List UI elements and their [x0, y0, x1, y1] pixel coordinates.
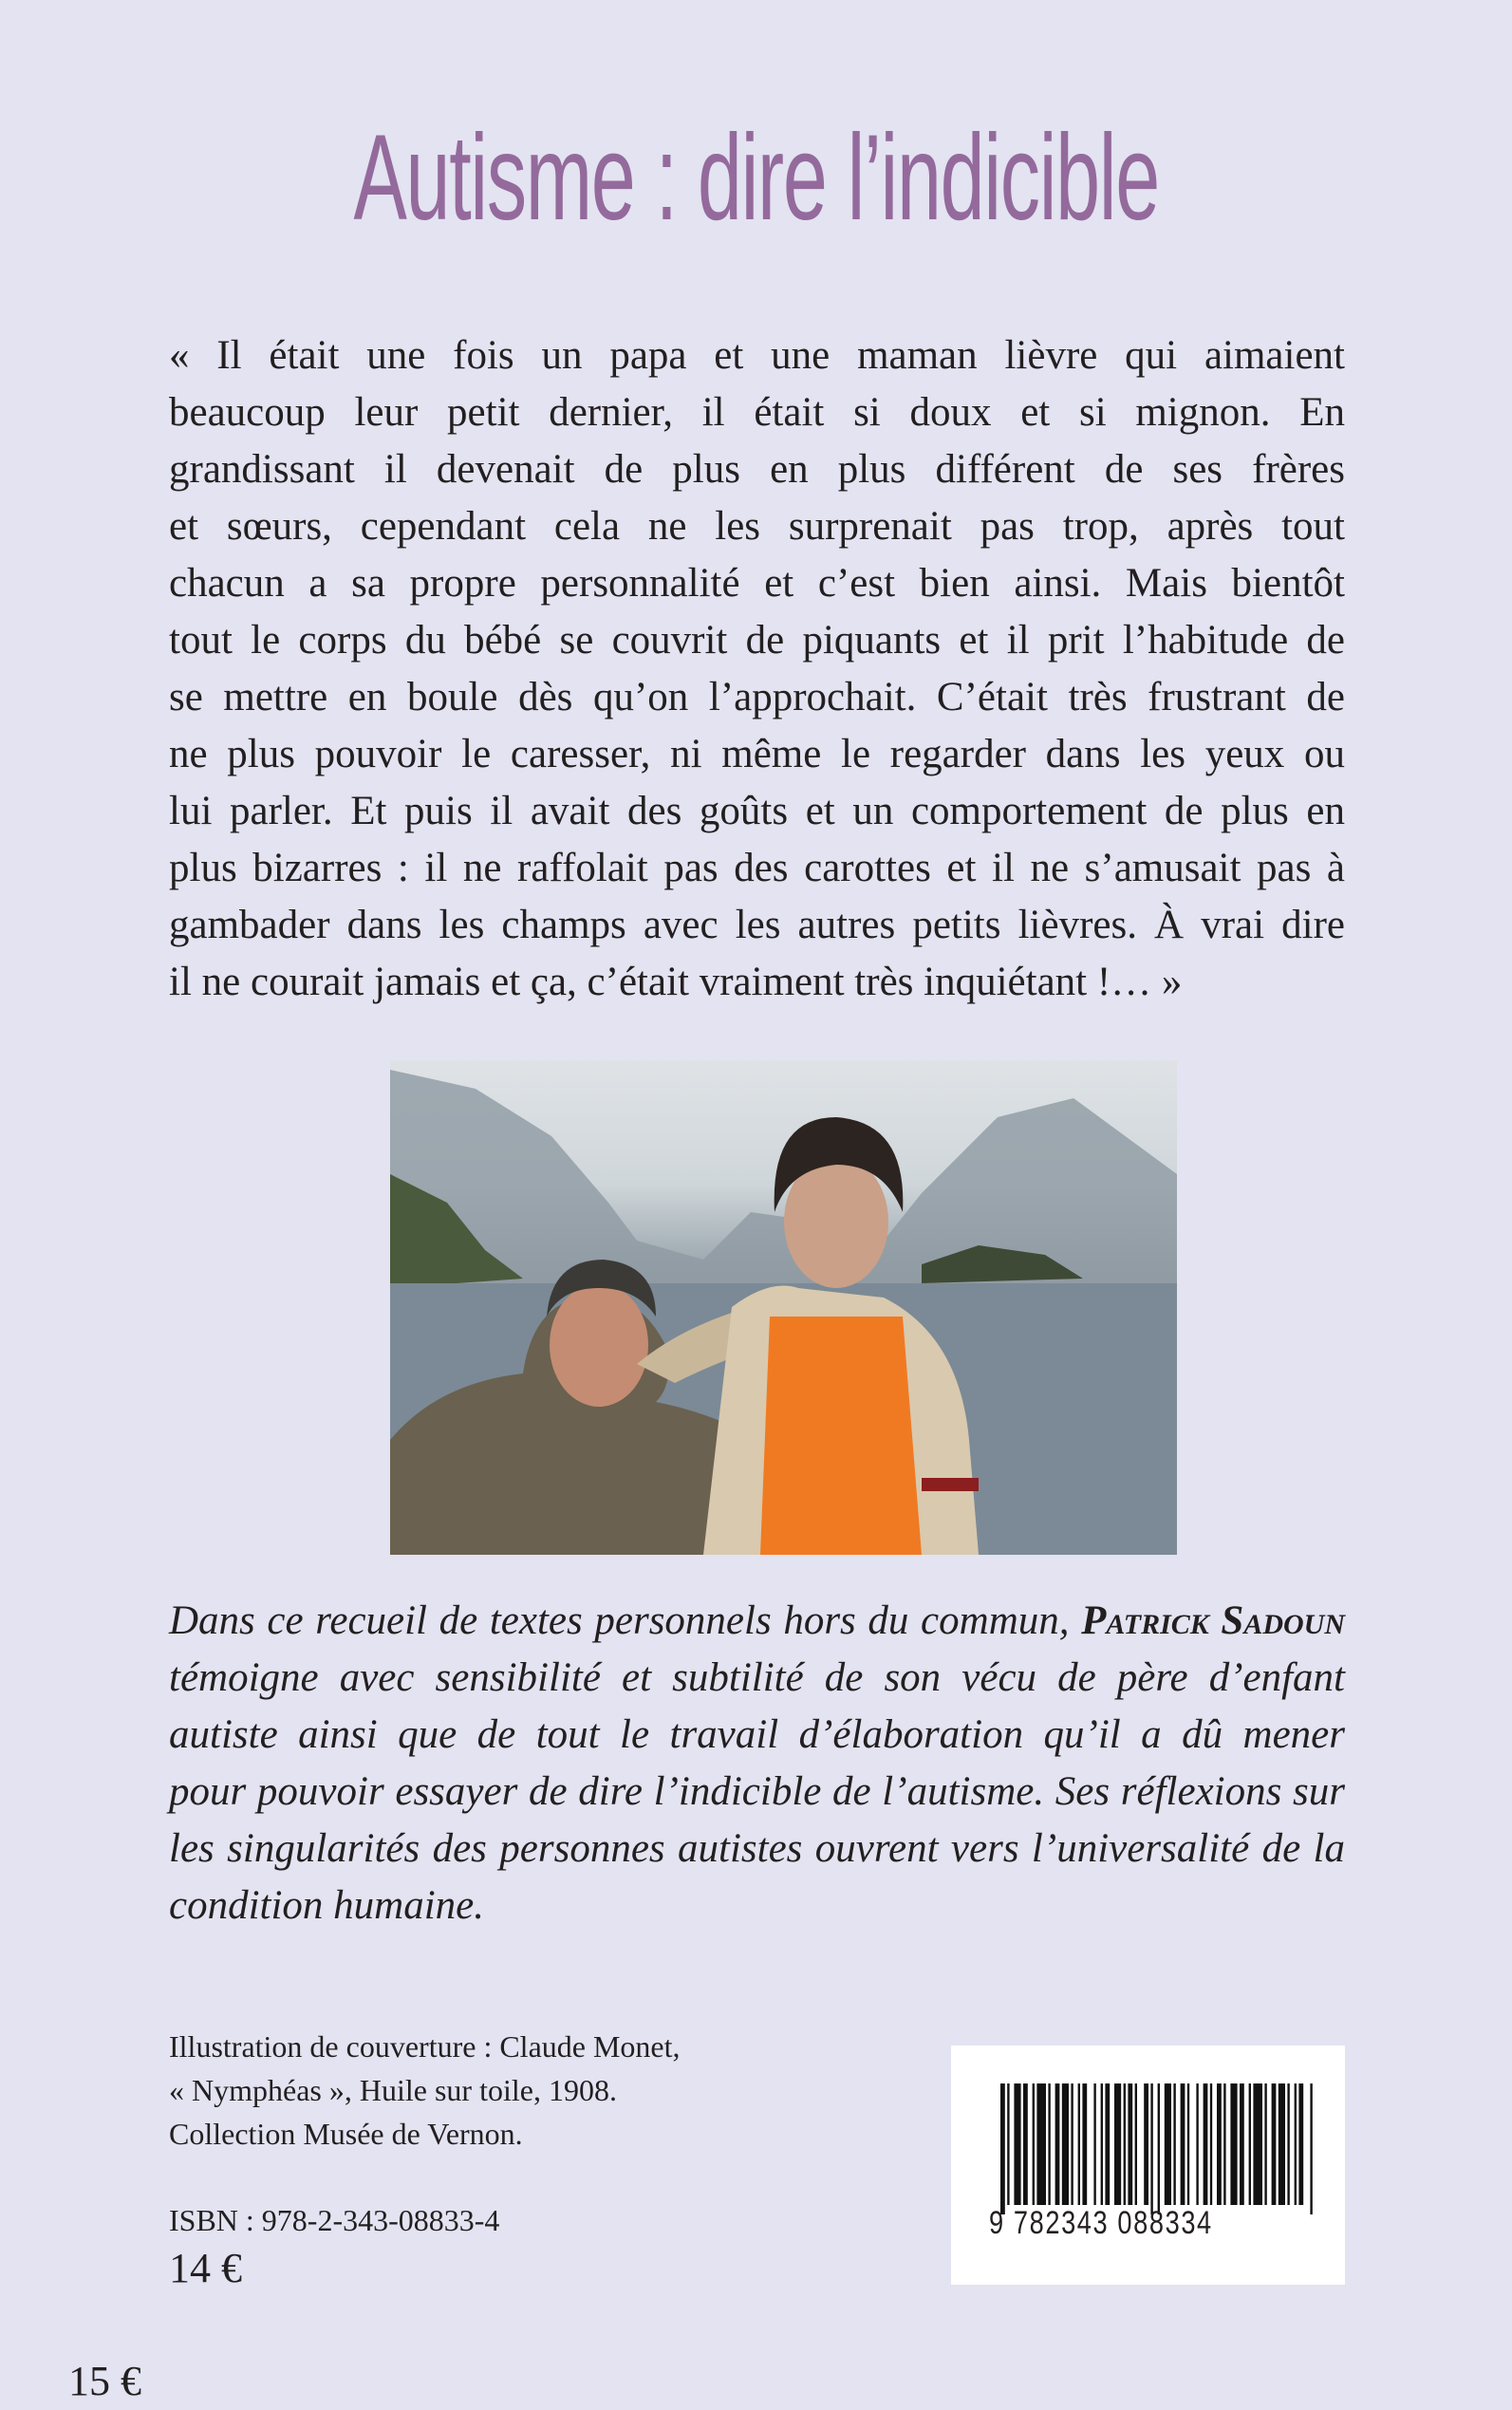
- barcode-bar: [1295, 2083, 1297, 2205]
- barcode-bar: [1196, 2083, 1198, 2205]
- price-sticker: 15 €: [68, 2358, 141, 2404]
- barcode-bar: [1144, 2083, 1148, 2205]
- barcode-bar: [1128, 2083, 1132, 2205]
- barcode-bar: [1210, 2083, 1212, 2205]
- intro-line: autiste ainsi que de tout le travail d’élaboration qu’il a dû mener: [169, 1712, 1345, 1757]
- barcode-bar: [1082, 2083, 1087, 2205]
- barcode-bar: [1014, 2083, 1020, 2205]
- intro-line: pour pouvoir essayer de dire l’indicible de l’autisme. Ses réflexions sur: [169, 1769, 1345, 1814]
- barcode-bar: [1007, 2083, 1009, 2205]
- barcode-bar: [1078, 2083, 1080, 2205]
- intro-line: les singularités des personnes autistes ouvrent vers l’universalité de la: [169, 1826, 1345, 1871]
- barcode-bar: [1105, 2083, 1110, 2205]
- isbn: ISBN : 978-2-343-08833-4: [169, 2203, 500, 2237]
- barcode-bar: [1264, 2083, 1266, 2205]
- quote-line: beaucoup leur petit dernier, il était si doux et si mignon. En: [169, 390, 1345, 435]
- barcode-bar: [1240, 2083, 1244, 2205]
- intro-line: témoigne avec sensibilité et subtilité de son vécu de père d’enfant: [169, 1655, 1345, 1700]
- book-title: [0, 112, 1512, 245]
- barcode-bar: [1181, 2083, 1185, 2205]
- quote-line: tout le corps du bébé se couvrit de piquants et il prit l’habitude de: [169, 618, 1345, 663]
- price: 14 €: [169, 2245, 242, 2291]
- quote-line: « Il était une fois un papa et une maman lièvre qui aimaient: [169, 333, 1345, 378]
- barcode-bar: [1165, 2083, 1171, 2205]
- intro-text: Dans ce recueil de textes personnels hors du commun,: [169, 1598, 1070, 1643]
- barcode-bar: [1150, 2083, 1152, 2214]
- intro-line: condition humaine.: [169, 1883, 485, 1928]
- barcode-bar: [1124, 2083, 1126, 2205]
- barcode-bar: [1101, 2083, 1103, 2205]
- barcode-bar: [1173, 2083, 1175, 2205]
- back-cover-quote: [169, 327, 1345, 1011]
- barcode-bar: [1062, 2083, 1069, 2205]
- barcode-bar: [1135, 2083, 1137, 2205]
- barcode-bar: [1253, 2083, 1262, 2205]
- credit-line: Collection Musée de Vernon.: [169, 2117, 523, 2151]
- barcode-bar: [1071, 2083, 1073, 2205]
- barcode-bar: [1310, 2083, 1312, 2214]
- barcode-bars: [951, 2046, 1345, 2285]
- author-description: [169, 1593, 1345, 1934]
- quote-line: gambader dans les champs avec les autres petits lièvres. À vrai dire: [169, 903, 1345, 947]
- barcode-bar: [1158, 2083, 1160, 2214]
- quote-line: et sœurs, cependant cela ne les surprenait pas trop, après tout: [169, 504, 1345, 549]
- book-title-text: Autisme : dire l’indicible: [353, 110, 1159, 246]
- intro-line: [169, 1593, 1345, 1650]
- barcode-bar: [1204, 2083, 1208, 2205]
- barcode-bar: [1249, 2083, 1251, 2205]
- barcode-bar: [1223, 2083, 1225, 2205]
- cover-credits: [169, 2025, 681, 2156]
- barcode-bar: [1055, 2083, 1060, 2205]
- barcode-bar: [1217, 2083, 1222, 2205]
- photo-illustration: [390, 1060, 1177, 1555]
- quote-line: plus bizarres : il ne raffolait pas des carottes et il ne s’amusait pas à: [169, 846, 1345, 890]
- barcode-bar: [1093, 2083, 1095, 2205]
- barcode-bar: [1000, 2083, 1005, 2214]
- barcode-bar: [1279, 2083, 1285, 2205]
- barcode-digits: 9 782343 088334: [989, 2205, 1213, 2241]
- quote-line: lui parler. Et puis il avait des goûts et un comportement de plus en: [169, 789, 1345, 833]
- barcode-bar: [1023, 2083, 1028, 2205]
- barcode-bar: [1036, 2083, 1046, 2205]
- barcode: [951, 2046, 1345, 2285]
- credit-line: Illustration de couverture : Claude Monet,: [169, 2029, 681, 2064]
- barcode-bar: [1048, 2083, 1050, 2205]
- quote-line: il ne courait jamais et ça, c’était vraiment très inquiétant !… »: [169, 960, 1183, 1004]
- credit-line: « Nymphéas », Huile sur toile, 1908.: [169, 2073, 617, 2107]
- quote-line: se mettre en boule dès qu’on l’approchait. C’était très frustrant de: [169, 675, 1345, 719]
- author-name: Patrick Sadoun: [1081, 1598, 1346, 1643]
- barcode-bar: [1033, 2083, 1035, 2205]
- barcode-bar: [1298, 2083, 1303, 2205]
- barcode-bar: [1287, 2083, 1289, 2205]
- barcode-bar: [1230, 2083, 1237, 2205]
- barcode-bar: [1114, 2083, 1121, 2205]
- quote-line: grandissant il devenait de plus en plus différent de ses frères: [169, 447, 1345, 492]
- barcode-bar: [1187, 2083, 1189, 2205]
- barcode-bar: [1272, 2083, 1277, 2205]
- quote-line: chacun a sa propre personnalité et c’est bien ainsi. Mais bientôt: [169, 561, 1345, 606]
- author-photo: [390, 1060, 1177, 1555]
- quote-line: ne plus pouvoir le caresser, ni même le regarder dans les yeux ou: [169, 732, 1345, 776]
